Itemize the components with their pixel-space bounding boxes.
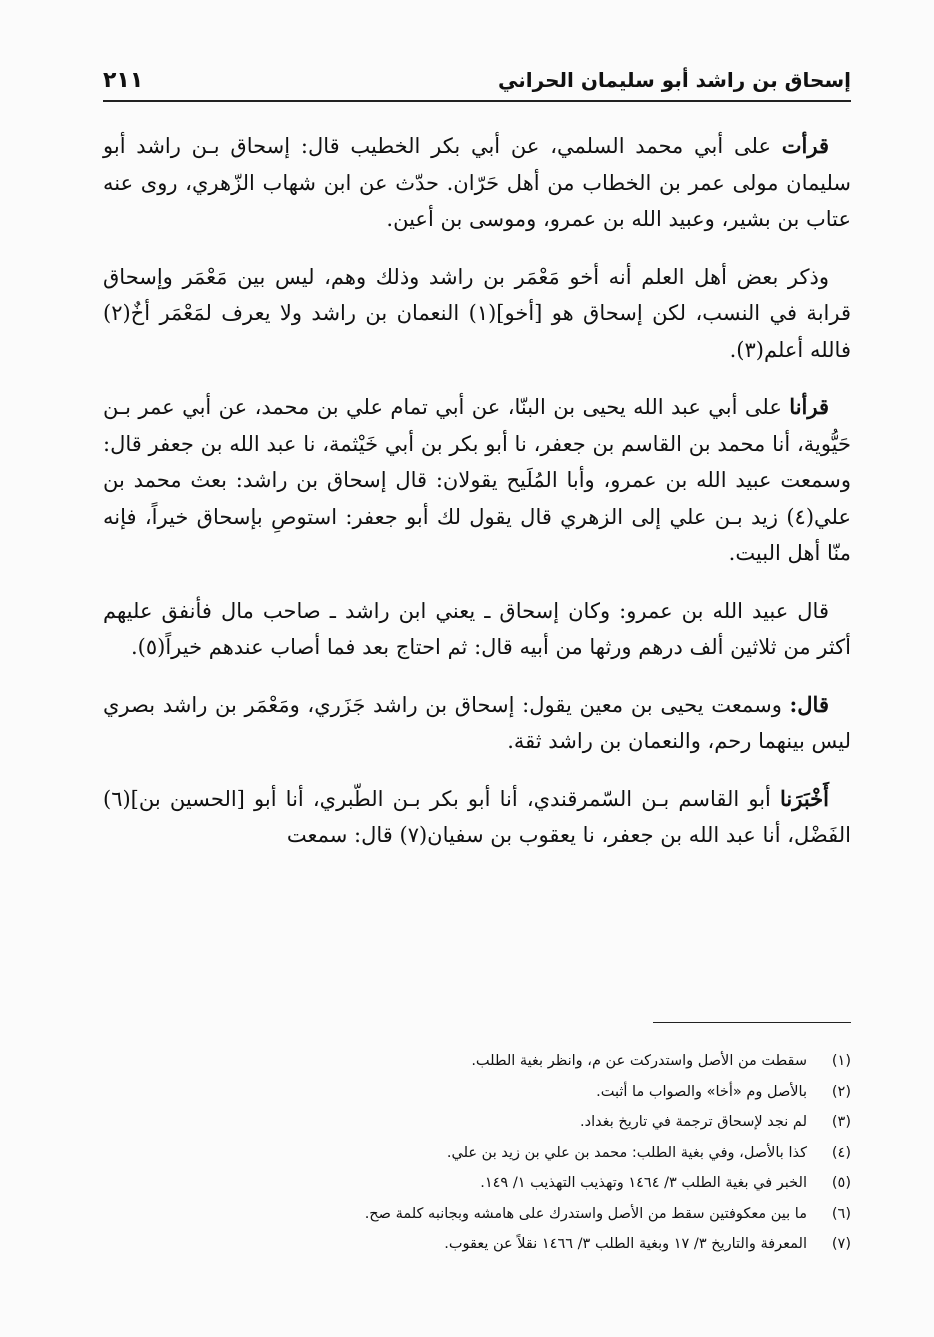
running-title: إسحاق بن راشد أبو سليمان الحراني (498, 68, 851, 92)
footnotes (280, 1046, 851, 1260)
paragraph (103, 128, 851, 238)
footnote-number: (١) (831, 1053, 851, 1069)
page-number: ٢١١ (103, 67, 144, 93)
footnote-number: (٣) (831, 1114, 851, 1130)
footnote-text: الخبر في بغية الطلب ٣/ ١٤٦٤ وتهذيب التهذيب ١/ ١٤٩. (480, 1175, 807, 1191)
footnote-number: (٥) (831, 1175, 851, 1191)
footnote-text: سقطت من الأصل واستدركت عن م، وانظر بغية الطلب. (471, 1053, 807, 1069)
paragraph (103, 389, 851, 572)
footnote (280, 1046, 851, 1077)
paragraph (103, 593, 851, 666)
paragraph-lead: قرأت (781, 133, 829, 158)
footnote (280, 1138, 851, 1169)
paragraph-text: على أبي محمد السلمي، عن أبي بكر الخطيب قال: إسحاق بـن راشد أبو سليمان مولى عمر بن الخطاب من أهل حَرّان. حدّث عن ابن شهاب الزّهري، روى عنه عتاب بن بشير، وعبيد الله بن عمرو، وموسى بن أعين. (103, 134, 851, 231)
footnote-text: المعرفة والتاريخ ٣/ ١٧ وبغية الطلب ٣/ ١٤٦٦ نقلاً عن يعقوب. (444, 1236, 807, 1252)
footnote-text: لم نجد لإسحاق ترجمة في تاريخ بغداد. (580, 1114, 807, 1130)
paragraph (103, 687, 851, 760)
paragraph-lead: قال: (789, 691, 829, 717)
footnote-number: (٦) (831, 1205, 851, 1222)
main-text (103, 128, 851, 854)
footnote (280, 1107, 851, 1138)
footnote-number: (٢) (831, 1083, 851, 1100)
footnote-number: (٧) (831, 1236, 851, 1252)
paragraph-lead: قرأنا (789, 394, 829, 419)
footnote (280, 1168, 851, 1199)
page-header (103, 60, 851, 102)
footnote (280, 1229, 851, 1260)
paragraph-text: قال عبيد الله بن عمرو: وكان إسحاق ـ يعني ابن راشد ـ صاحب مال فأنفق عليهم أكثر من ثلاثين ألف درهم ورثها من أبيه قال: ثم احتاج بعد فما أصاب عندهم خيراً(٥). (103, 598, 851, 659)
footnote-number: (٤) (831, 1144, 851, 1161)
paragraph-lead: أَخْبَرَنا (780, 785, 829, 811)
paragraph (103, 781, 851, 854)
paragraph-text: على أبي عبد الله يحيى بن البنّا، عن أبي تمام علي بن محمد، عن أبي عمر بـن حَيُّوية، أنا محمد بن القاسم بن جعفر، نا أبو بكر بن أبي خَيْثمة، نا عبد الله بن جعفر قال: وسمعت عبيد الله بن عمرو، وأبا المُلَيح يقولان: قال إسحاق بن راشد: بعث محمد بن علي(٤) زيد بـن علي إلى الزهري قال يقول لك أبو جعفر: استوصِ بإسحاق خيراً، فإنه منّا أهل البيت. (103, 395, 851, 565)
footnote-text: كذا بالأصل، وفي بغية الطلب: محمد بن علي بن زيد بن علي. (446, 1144, 807, 1161)
footnote-text: بالأصل وم «أخا» والصواب ما أثبت. (596, 1083, 807, 1100)
paragraph-text: وذكر بعض أهل العلم أنه أخو مَعْمَر بن راشد وذلك وهم، ليس بين مَعْمَر وإسحاق قرابة في النسب، لكن إسحاق هو [أخو](١) النعمان بن راشد ولا يعرف لمَعْمَر أخٌ(٢) فالله أعلم(٣). (103, 264, 851, 362)
paragraph-text: وسمعت يحيى بن معين يقول: إسحاق بن راشد جَزَري، ومَعْمَر بن راشد بصري ليس بينهما رحم، والنعمان بن راشد ثقة. (103, 692, 851, 753)
footnote-text: ما بين معكوفتين سقط من الأصل واستدرك على هامشه وبجانبه كلمة صح. (364, 1205, 807, 1222)
footnote-divider (653, 1022, 851, 1023)
footnote (280, 1077, 851, 1108)
paragraph (103, 259, 851, 369)
paragraph-text: أبو القاسم بـن السّمرقندي، أنا أبو بكر بـن الطّبري، أنا أبو [الحسين بن](٦) الفَضْل، أنا عبد الله بن جعفر، نا يعقوب بن سفيان(٧) قال: سمعت (103, 786, 851, 847)
footnote (280, 1199, 851, 1230)
